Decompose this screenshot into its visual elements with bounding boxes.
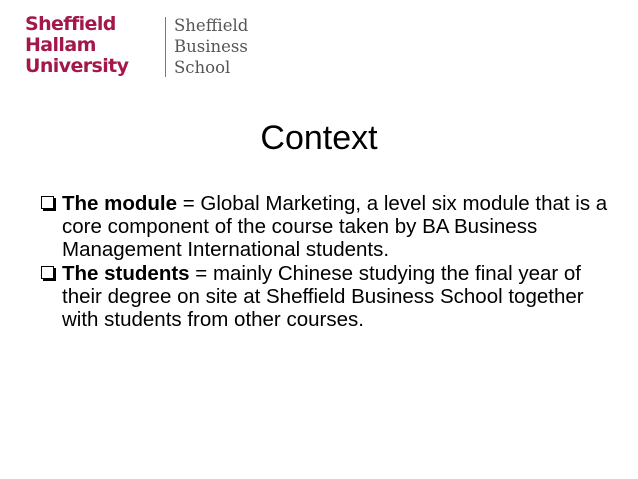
school-line: School <box>174 58 231 77</box>
bullet-item-students <box>40 262 610 332</box>
bullet-term: The module <box>62 192 178 215</box>
bullet-text: = Global Marketing, a level six module that is a core component of the course taken by BA Business Management International students. <box>62 192 608 262</box>
logo-divider <box>165 17 166 77</box>
school-line: Sheffield <box>174 16 249 35</box>
school-wordmark <box>174 15 284 78</box>
slide-title: Context <box>260 119 378 157</box>
checkbox-bullet-icon <box>41 266 54 279</box>
university-line: Hallam <box>25 34 96 56</box>
school-line: Business <box>174 37 248 56</box>
bullet-item-module <box>40 192 610 262</box>
bullet-list <box>40 192 610 331</box>
checkbox-bullet-icon <box>41 196 54 209</box>
university-line: Sheffield <box>25 13 116 35</box>
bullet-text: = mainly Chinese studying the final year of their degree on site at Sheffield Business School together with students from other courses. <box>62 261 584 332</box>
university-line: University <box>25 55 129 77</box>
university-wordmark <box>25 14 143 77</box>
bullet-term: The students <box>62 261 190 285</box>
